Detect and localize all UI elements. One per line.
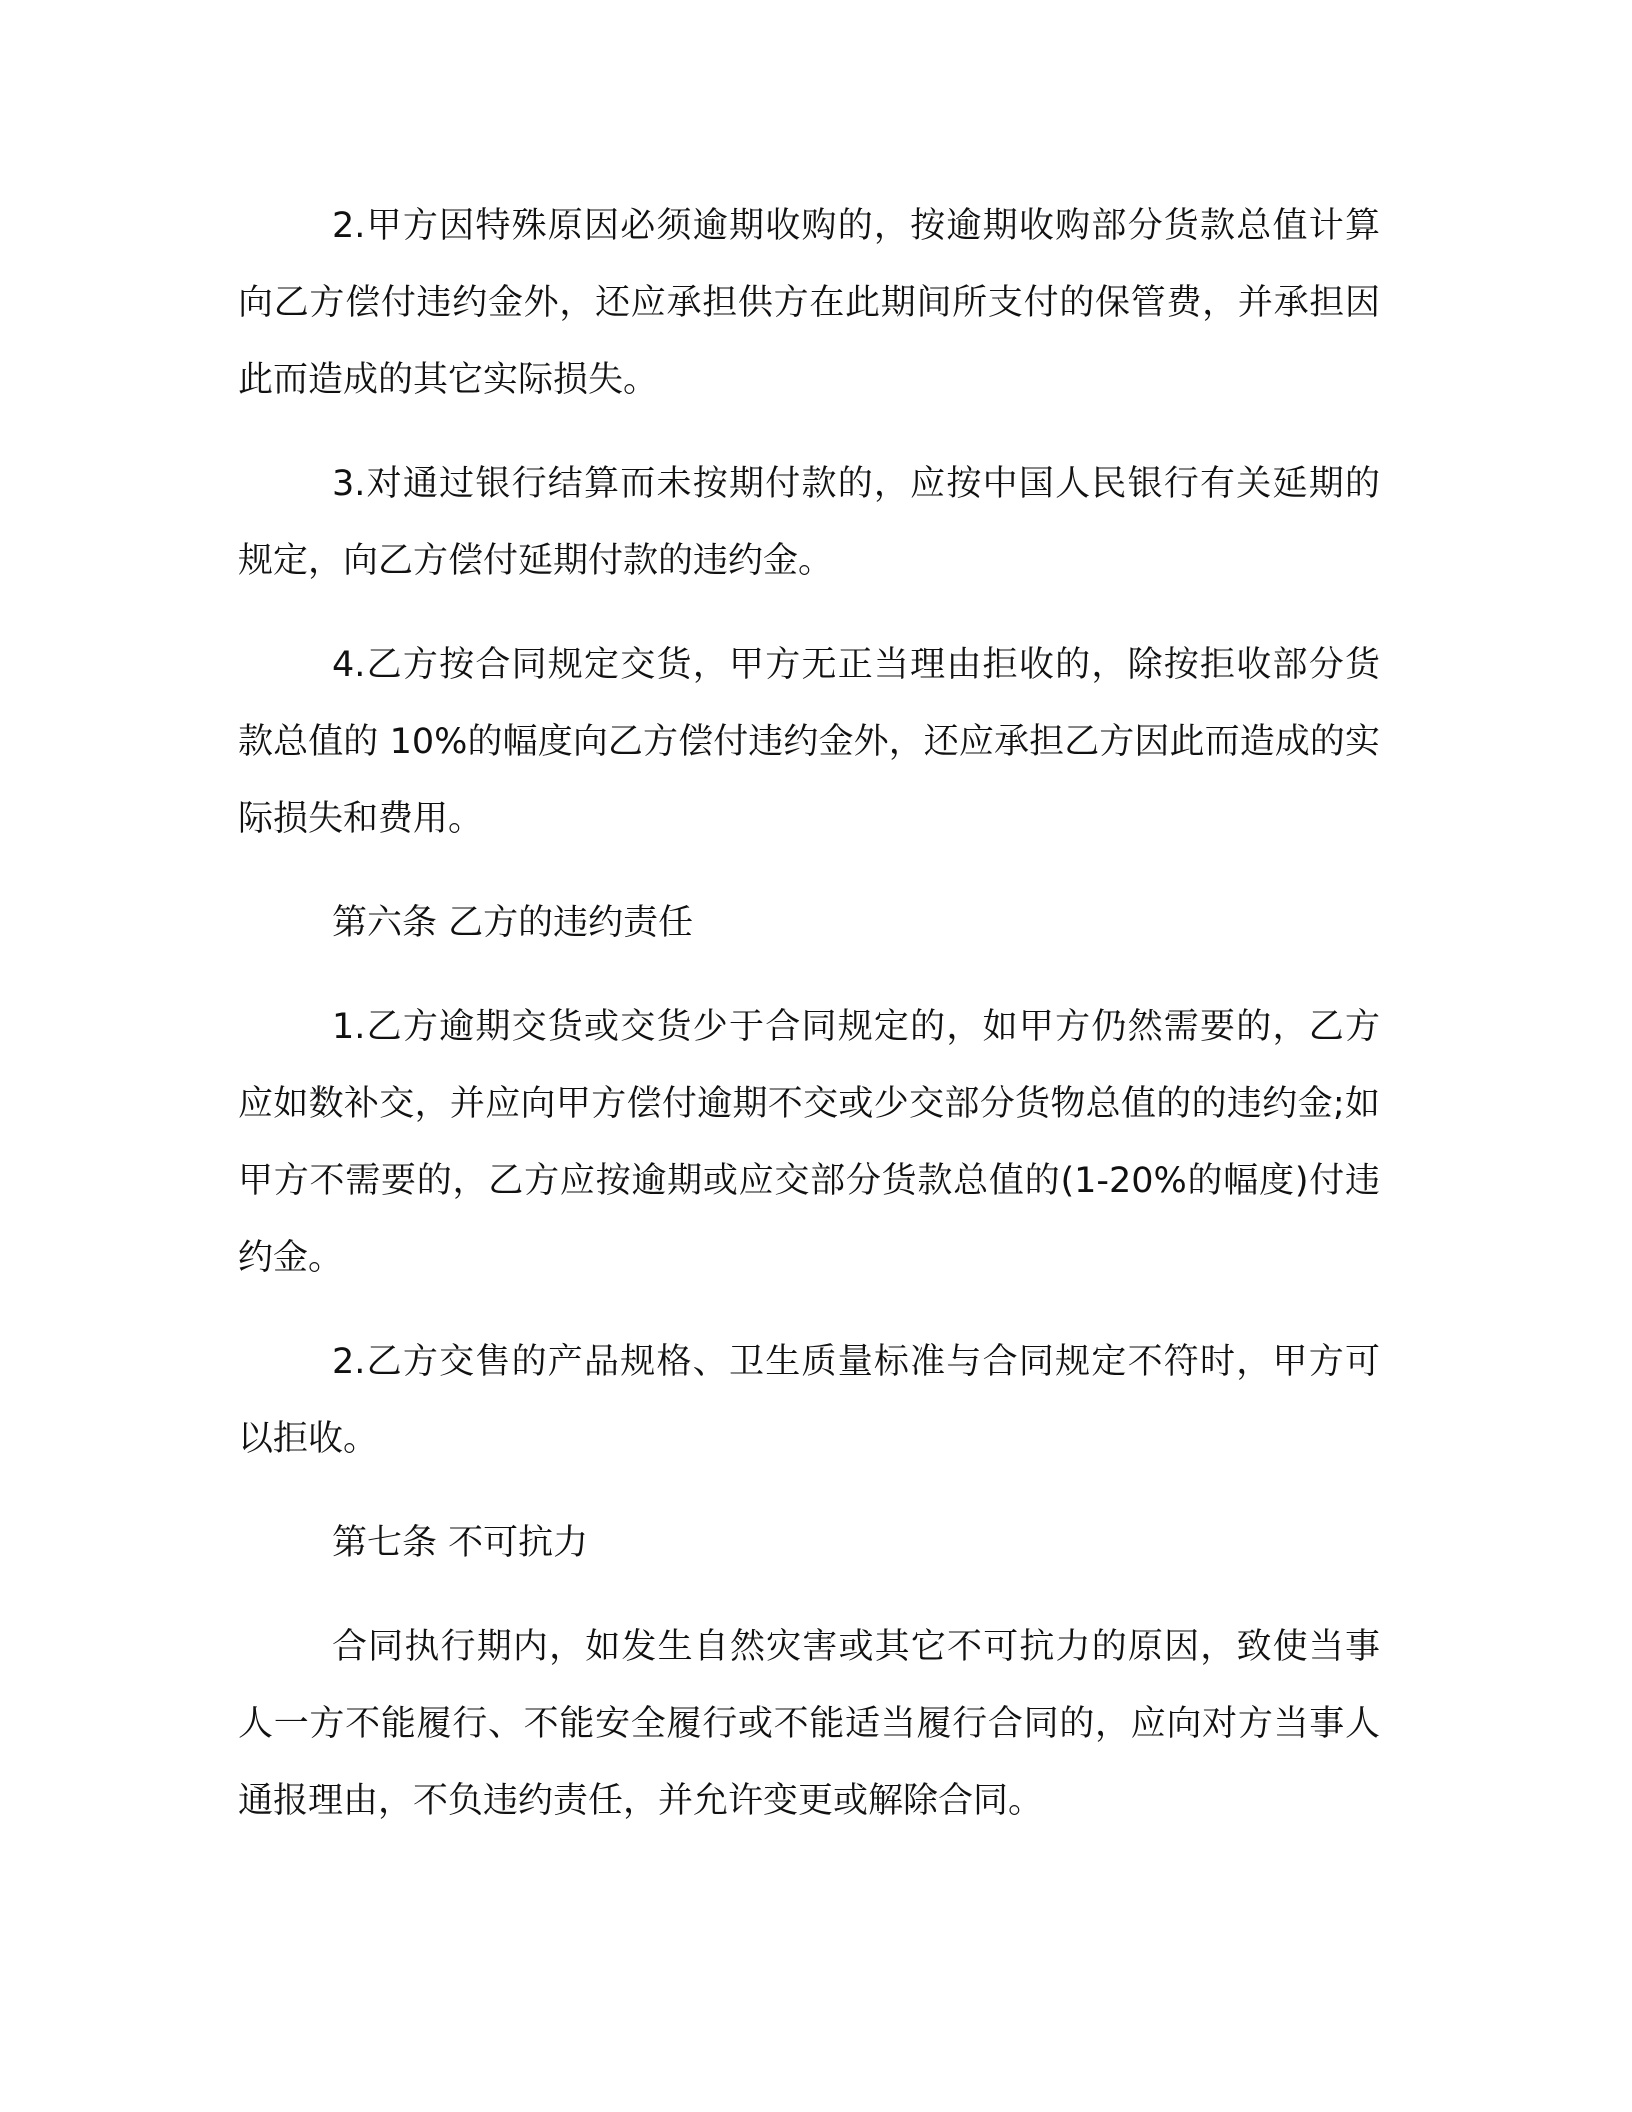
paragraph-article-6-clause-1: 1.乙方逾期交货或交货少于合同规定的，如甲方仍然需要的，乙方应如数补交，并应向甲方偿付逾期不交或少交部分货物总值的的违约金;如甲方不需要的，乙方应按逾期或应交部分货款总值的(1-20%的幅度)付违约金。 xyxy=(238,1007,1380,1278)
paragraph-clause-3-late-payment: 3.对通过银行结算而未按期付款的，应按中国人民银行有关延期的规定，向乙方偿付延期付款的违约金。 xyxy=(238,464,1380,581)
document-body xyxy=(238,188,1380,1867)
paragraph-clause-4-rejection: 4.乙方按合同规定交货，甲方无正当理由拒收的，除按拒收部分货款总值的 10%的幅度向乙方偿付违约金外，还应承担乙方因此而造成的实际损失和费用。 xyxy=(238,645,1380,839)
section-heading-article-7: 第七条 不可抗力 xyxy=(332,1523,589,1563)
paragraph-clause-2-late-purchase: 2.甲方因特殊原因必须逾期收购的，按逾期收购部分货款总值计算向乙方偿付违约金外，还应承担供方在此期间所支付的保管费，并承担因此而造成的其它实际损失。 xyxy=(238,206,1380,400)
paragraph-article-7-force-majeure: 合同执行期内，如发生自然灾害或其它不可抗力的原因，致使当事人一方不能履行、不能安全履行或不能适当履行合同的，应向对方当事人通报理由，不负违约责任，并允许变更或解除合同。 xyxy=(238,1627,1380,1821)
section-heading-article-6: 第六条 乙方的违约责任 xyxy=(332,903,694,943)
paragraph-article-6-clause-2: 2.乙方交售的产品规格、卫生质量标准与合同规定不符时，甲方可以拒收。 xyxy=(238,1342,1380,1459)
